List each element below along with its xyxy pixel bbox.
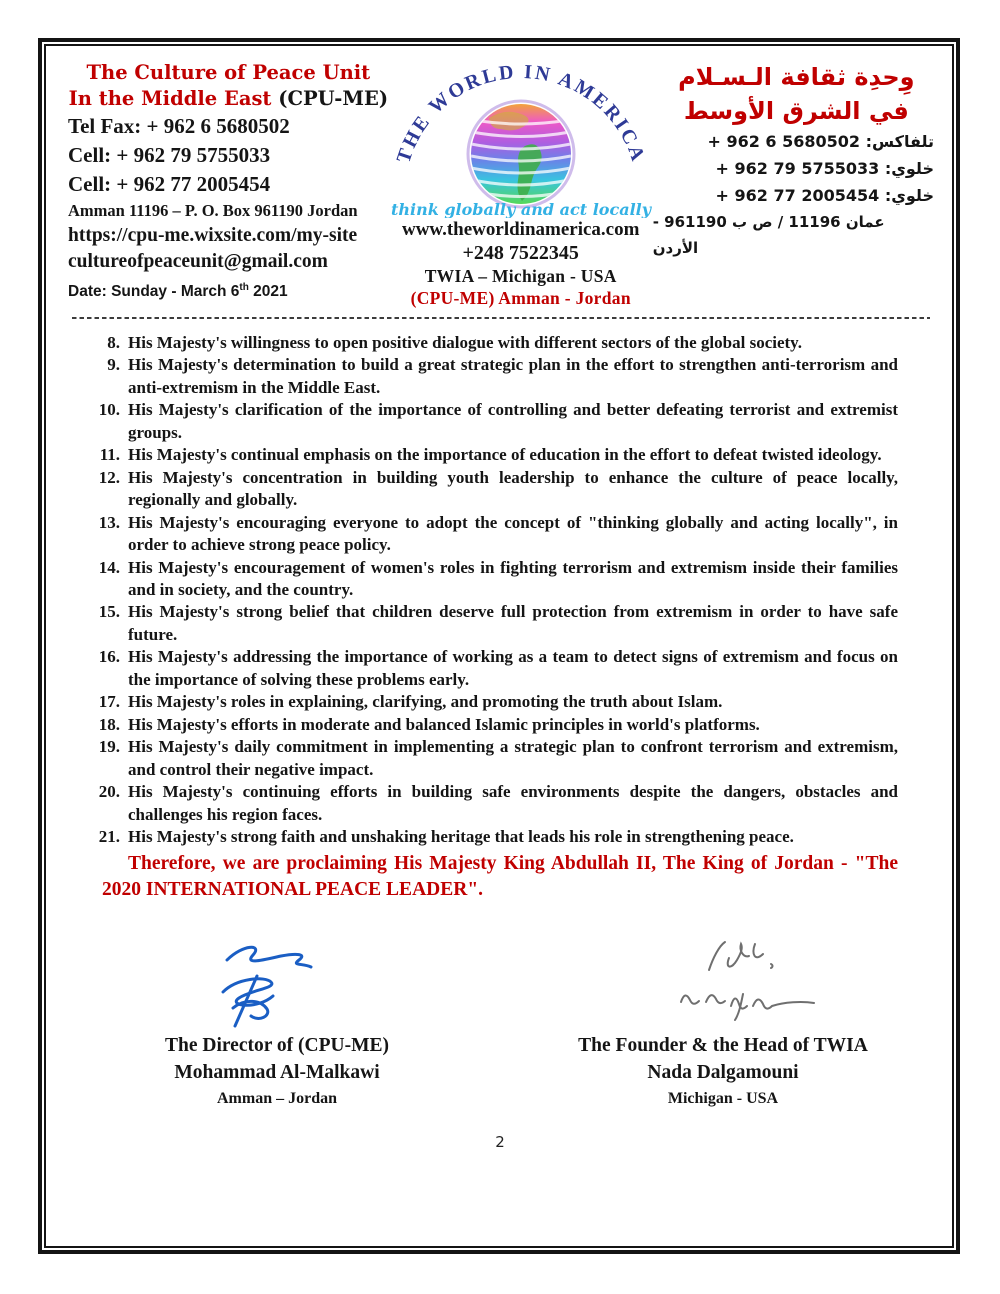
signer-name: Mohammad Al-Malkawi <box>174 1062 380 1084</box>
list-item <box>94 557 898 602</box>
signer-title: The Founder & the Head of TWIA <box>578 1035 868 1057</box>
cell1-line: Cell: + 962 79 5755033 <box>68 143 271 167</box>
item-text: His Majesty's daily commitment in implementing a strategic plan to confront terrorism and extremism, and control their negative impact. <box>128 737 898 779</box>
org-title-ar-line1: وِحدِة ثقافة الـسـلام <box>678 63 915 91</box>
item-text: His Majesty's encouragement of women's roles in fighting terrorism and extremism inside their families and in society, and the country. <box>128 557 898 599</box>
item-number: 21. <box>98 826 120 846</box>
founder-signature <box>500 932 946 1032</box>
org-title-line2-red: In the Middle East <box>68 87 279 110</box>
item-number: 9. <box>107 355 120 375</box>
org-title-ar-line2: في الشرق الأوسط <box>683 97 909 125</box>
item-text: His Majesty's strong belief that children deserve full protection from extremism in order to have safe future. <box>128 602 898 644</box>
list-item <box>94 826 898 848</box>
item-text: His Majesty's encouraging everyone to adopt the concept of "thinking globally and acting locally", in order to achieve strong peace policy. <box>128 512 898 555</box>
list-item <box>94 512 898 557</box>
cpume-location-line: (CPU-ME) Amman - Jordan <box>410 288 631 308</box>
page-content <box>50 46 948 1246</box>
list-item <box>94 601 898 646</box>
item-number: 15. <box>98 602 120 622</box>
cell1-line-ar: + 962 79 5755033 :خلوي <box>715 159 934 178</box>
cell2-line: Cell: + 962 77 2005454 <box>68 172 271 196</box>
item-text: His Majesty's continuing efforts in building safe environments despite the dangers, obstacles and challenges his region faces. <box>128 782 898 824</box>
item-text: His Majesty's continual emphasis on the importance of education in the effort to defeat twisted ideology. <box>128 445 882 465</box>
signature-right <box>500 932 946 1111</box>
org-title-line2-abbr: (CPU-ME) <box>278 87 389 110</box>
date-prefix: Date: Sunday - March 6 <box>68 283 240 301</box>
list-item <box>94 646 898 691</box>
logo-tagline: think globally and act locally <box>390 200 651 218</box>
signature-scribble-gray <box>613 936 833 1032</box>
twia-phone: +248 7522345 <box>462 242 579 264</box>
item-number: 17. <box>98 692 120 712</box>
signature-scribble-blue <box>187 936 367 1032</box>
item-number: 13. <box>98 512 120 532</box>
postal-address: Amman 11196 – P. O. Box 961190 Jordan <box>68 201 358 220</box>
cell2-line-ar: + 962 77 2005454 :خلوي <box>715 186 934 205</box>
date-line <box>68 275 389 304</box>
letterhead-right-column <box>653 60 944 261</box>
org-title-line1: The Culture of Peace Unit <box>86 61 371 84</box>
item-number: 8. <box>107 333 120 352</box>
list-item <box>94 399 898 444</box>
logo-arc-text: THE WORLD IN AMERICA <box>392 62 650 166</box>
separator-dashed-line <box>72 317 930 319</box>
date-year: 2021 <box>248 283 288 301</box>
list-item <box>94 332 898 354</box>
item-text: His Majesty's determination to build a great strategic plan in the effort to strengthen anti-terrorism and anti-extremism in the Middle East. <box>128 355 898 397</box>
org-title-en <box>68 60 389 112</box>
numbered-list <box>94 332 898 848</box>
email-link[interactable]: cultureofpeaceunit@gmail.com <box>68 251 328 272</box>
item-number: 14. <box>98 557 120 577</box>
list-item <box>94 736 898 781</box>
item-number: 18. <box>98 714 120 734</box>
signer-title: The Director of (CPU-ME) <box>164 1035 389 1057</box>
signer-location: Amman – Jordan <box>216 1090 337 1108</box>
proclamation-text: Therefore, we are proclaiming His Majesty King Abdullah II, The King of Jordan - "The 2020 INTERNATIONAL PEACE LEADER". <box>102 853 898 900</box>
item-text: His Majesty's efforts in moderate and balanced Islamic principles in world's platforms. <box>128 714 760 734</box>
item-text: His Majesty's concentration in building youth leadership to enhance the culture of peace locally, regionally and globally. <box>128 467 898 510</box>
item-number: 16. <box>98 647 120 667</box>
signer-name: Nada Dalgamouni <box>647 1062 799 1084</box>
list-item <box>94 781 898 826</box>
item-number: 12. <box>98 467 120 487</box>
list-item <box>94 444 898 466</box>
letterhead-center-column <box>389 60 653 309</box>
telfax-line: Tel Fax: + 962 6 5680502 <box>68 114 290 138</box>
org-title-line2 <box>68 86 389 112</box>
letterhead-left-column <box>68 60 389 304</box>
director-signature <box>54 932 500 1032</box>
item-text: His Majesty's addressing the importance of working as a team to detect signs of extremism and focus on the importance of solving these problems early. <box>128 647 898 689</box>
page-border-frame <box>38 38 960 1254</box>
list-item <box>94 467 898 512</box>
telfax-line-ar: + 962 6 5680502 :تلفاكس <box>707 132 934 151</box>
signer-location: Michigan - USA <box>667 1090 779 1108</box>
item-text: His Majesty's willingness to open positive dialogue with different sectors of the global society. <box>128 333 802 352</box>
date-ordinal: th <box>239 282 249 293</box>
postal-address-ar: عمان 11196 / ص ب 961190 - الأردن <box>652 213 885 257</box>
twia-location-line: TWIA – Michigan - USA <box>424 266 617 286</box>
item-number: 11. <box>99 445 120 465</box>
twia-website-link[interactable]: www.theworldinamerica.com <box>401 219 640 240</box>
item-text: His Majesty's roles in explaining, clarifying, and promoting the truth about Islam. <box>128 692 723 712</box>
website-link[interactable]: https://cpu-me.wixsite.com/my-site <box>68 225 358 246</box>
item-text: His Majesty's strong faith and unshaking heritage that leads his role in strengthening peace. <box>128 826 794 846</box>
twia-globe-logo <box>389 62 653 218</box>
item-number: 20. <box>98 782 120 802</box>
list-item <box>94 714 898 736</box>
signature-block <box>54 932 946 1111</box>
page-number: 2 <box>495 1133 505 1152</box>
list-item <box>94 691 898 713</box>
letterhead <box>54 54 946 309</box>
item-text: His Majesty's clarification of the importance of controlling and better defeating terrorist and extremist groups. <box>128 400 898 442</box>
item-number: 10. <box>98 400 120 420</box>
list-item <box>94 354 898 399</box>
signature-left <box>54 932 500 1111</box>
item-number: 19. <box>98 737 120 757</box>
